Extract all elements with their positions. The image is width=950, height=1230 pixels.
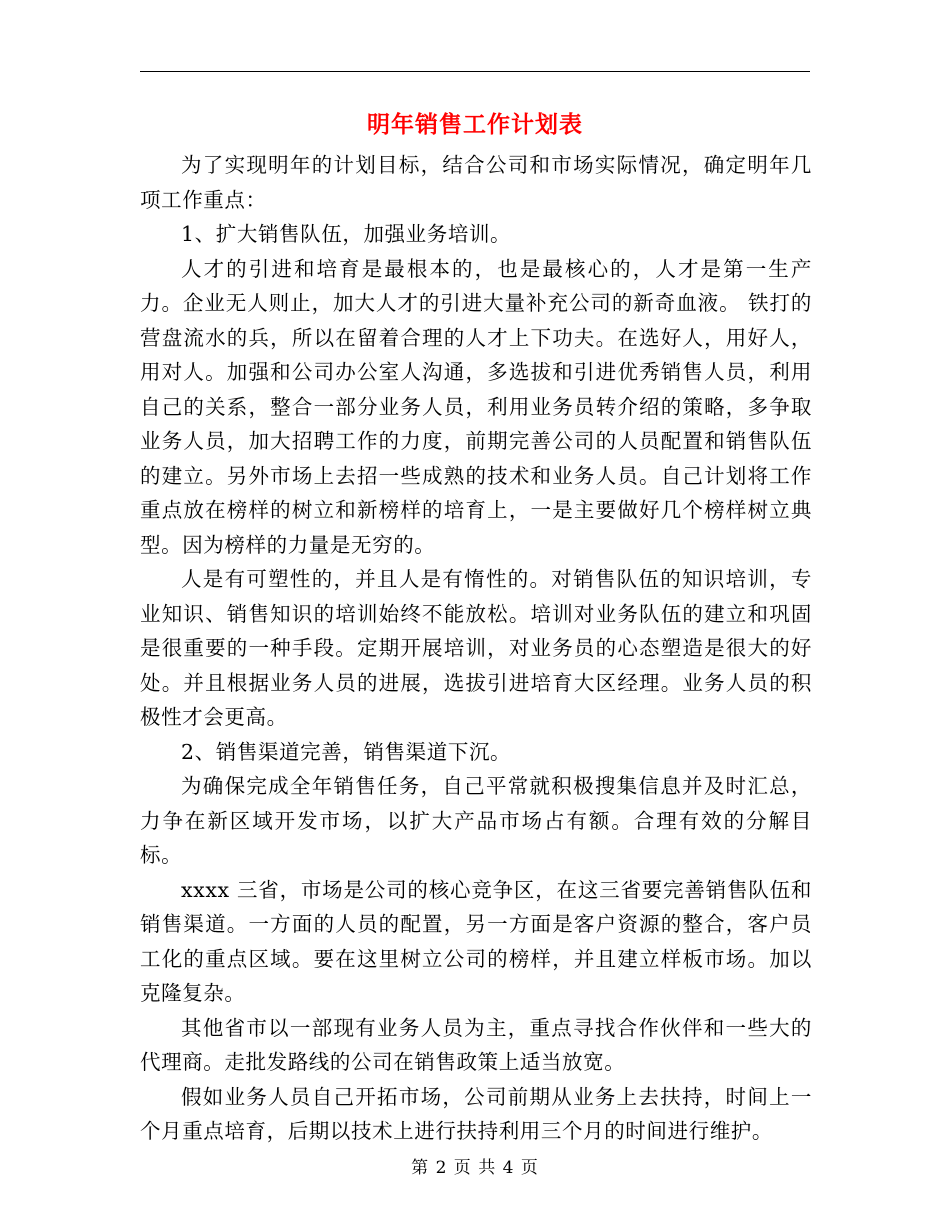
paragraph: 假如业务人员自己开拓市场，公司前期从业务上去扶持，时间上一个月重点培育，后期以技术上进行扶持利用三个月的时间进行维护。 [140, 1084, 812, 1143]
section-heading-1: 1、扩大销售队伍，加强业务培训。 [181, 222, 512, 246]
header-rule [140, 71, 810, 72]
paragraph-intro: 为了实现明年的计划目标，结合公司和市场实际情况，确定明年几项工作重点： [140, 153, 812, 212]
paragraph: 人才的引进和培育是最根本的，也是最核心的，人才是第一生产力。企业无人则止，加大人才的引进大量补充公司的新奇血液。 铁打的营盘流水的兵，所以在留着合理的人才上下功夫。在选好人，用好人，用对人。加强和公司办公室人沟通，多选拔和引进优秀销售人员，利用自己的关系，整合一部分业务人员，利用业务员转介绍的策略，多争取业务人员，加大招聘工作的力度，前期完善公司的人员配置和销售队伍的建立。另外市场上去招一些成熟的技术和业务人员。自己计划将工作重点放在榜样的树立和新榜样的培育上，一是主要做好几个榜样树立典型。因为榜样的力量是无穷的。 [140, 256, 812, 557]
paragraph: 人是有可塑性的，并且人是有惰性的。对销售队伍的知识培训，专业知识、销售知识的培训始终不能放松。培训对业务队伍的建立和巩固是很重要的一种手段。定期开展培训，对业务员的心态塑造是很大的好处。并且根据业务人员的进展，选拔引进培育大区经理。业务人员的积极性才会更高。 [140, 567, 812, 729]
page-footer [0, 1153, 950, 1178]
paragraph: xxxx 三省，市场是公司的核心竞争区，在这三省要完善销售队伍和销售渠道。一方面的人员的配置，另一方面是客户资源的整合，客户员工化的重点区域。要在这里树立公司的榜样，并且建立样板市场。加以克隆复杂。 [140, 877, 812, 1005]
document-title: 明年销售工作计划表 [367, 111, 583, 138]
section-heading-2: 2、销售渠道完善，销售渠道下沉。 [181, 739, 512, 764]
document-body [140, 148, 812, 1149]
paragraph: 为确保完成全年销售任务，自己平常就积极搜集信息并及时汇总，力争在新区域开发市场，以扩大产品市场占有额。合理有效的分解目标。 [140, 774, 812, 867]
page-number-label: 第 2 页 共 4 页 [411, 1158, 539, 1178]
paragraph: 其他省市以一部现有业务人员为主，重点寻找合作伙伴和一些大的代理商。走批发路线的公司在销售政策上适当放宽。 [140, 1015, 812, 1074]
